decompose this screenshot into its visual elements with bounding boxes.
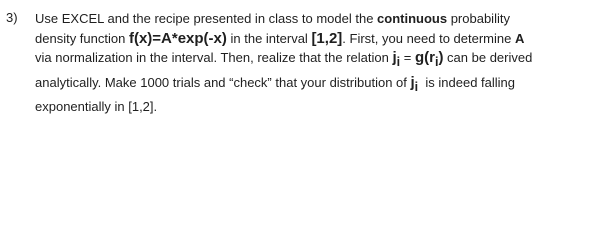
g-function: g(r — [414, 49, 435, 67]
relation-j — [392, 49, 401, 70]
text-line-1 — [35, 9, 591, 29]
text-segment: exponentially in [1,2]. — [35, 99, 158, 115]
j-subscript: i — [414, 79, 419, 94]
r-subscript: i — [434, 55, 439, 70]
text-segment: Use EXCEL and the recipe presented in class to model the — [35, 11, 378, 26]
close-paren: ) — [438, 49, 444, 67]
text-segment: analytically. Make 1000 trials and “check” that your distribution of — [35, 74, 411, 90]
text-segment: is indeed falling — [418, 74, 515, 90]
continuous-keyword: continuous — [377, 11, 448, 26]
text-segment: in the interval — [226, 30, 312, 46]
text-segment: can be derived — [443, 50, 533, 66]
text-segment: probability — [447, 11, 510, 26]
text-segment: . First, you need to determine — [342, 30, 515, 46]
text-line-4 — [35, 73, 591, 98]
j-symbol: j — [410, 73, 415, 91]
constant-a-bold: A — [514, 30, 525, 46]
problem-text — [35, 9, 591, 117]
text-segment: via normalization in the interval. Then, realize that the relation — [35, 50, 393, 66]
j-subscript: i — [396, 55, 401, 70]
equals-sign: = — [400, 50, 415, 66]
j-symbol: j — [392, 49, 397, 67]
relation-g — [414, 49, 444, 70]
problem-statement — [0, 0, 595, 119]
text-line-2 — [35, 29, 591, 49]
text-segment: density function — [35, 30, 129, 46]
problem-number: 3) — [6, 10, 18, 25]
text-line-5 — [35, 97, 591, 117]
distribution-j — [410, 73, 419, 94]
text-line-3 — [35, 48, 591, 73]
density-function-formula: f(x)=A*exp(-x) — [128, 29, 227, 47]
interval-bold: [1,2] — [311, 29, 343, 47]
